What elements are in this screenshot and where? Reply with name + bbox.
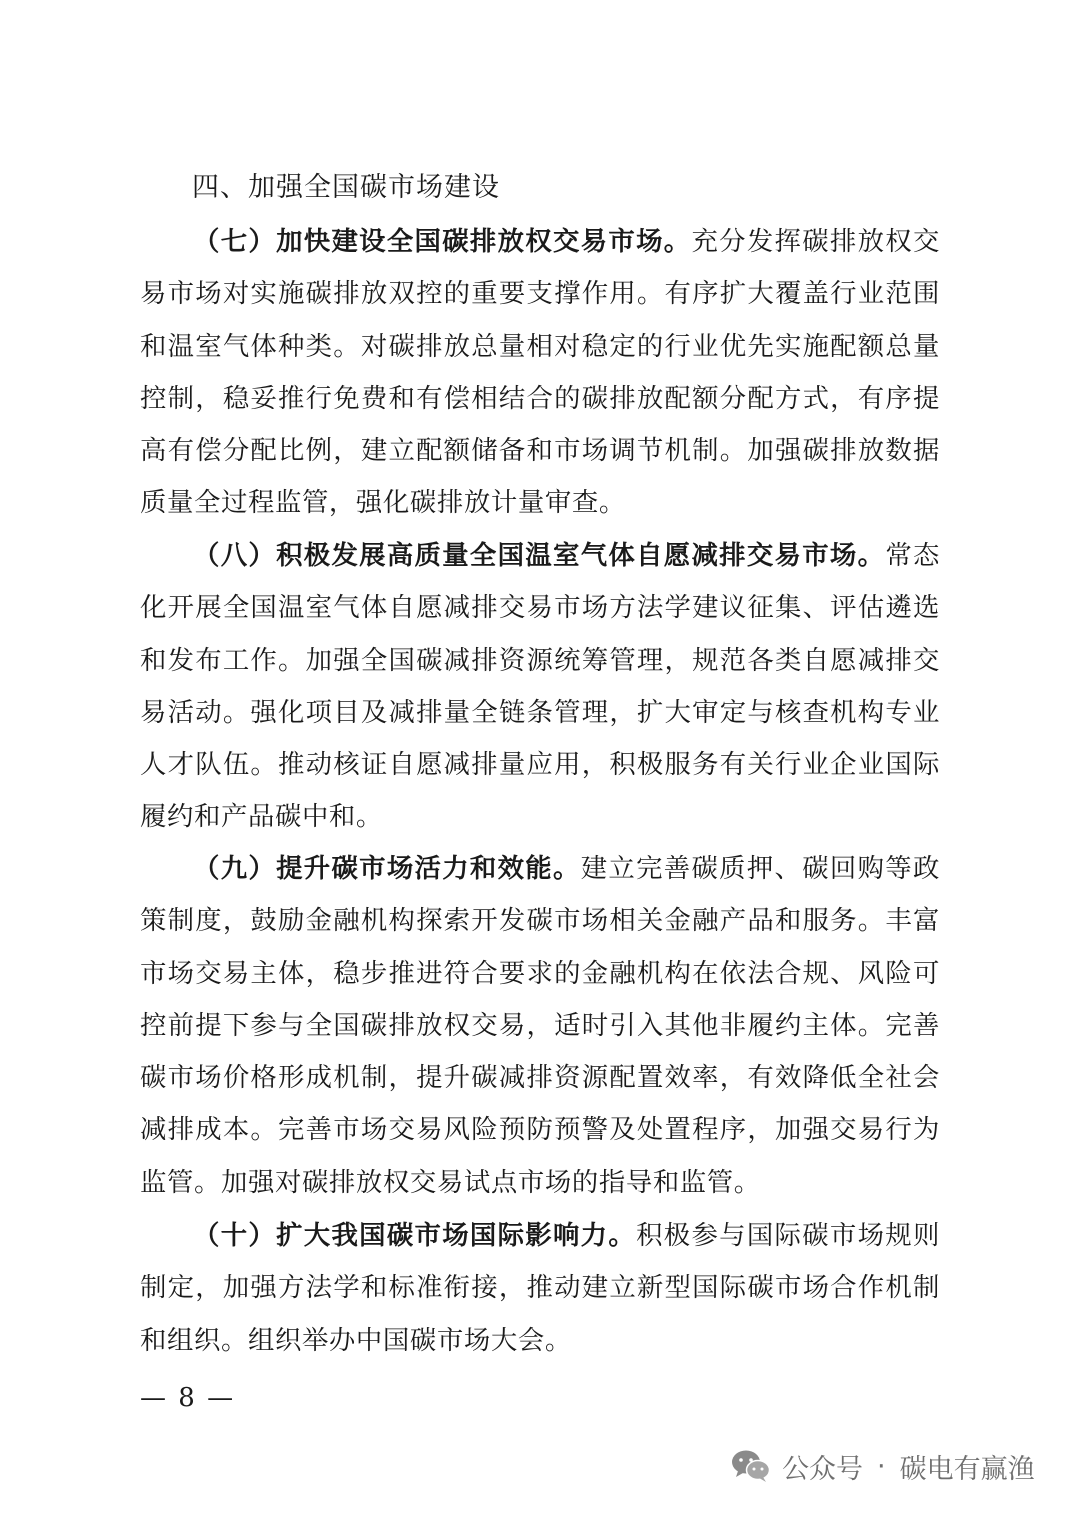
paragraph-10 (140, 1210, 940, 1367)
paragraph-body: 积极参与国际碳市场规则制定，加强方法学和标准衔接，推动建立新型国际碳市场合作机制和组织。组织举办中国碳市场大会。 (140, 1220, 940, 1356)
page-number: — 8 — (140, 1383, 236, 1413)
paragraph-heading: （九）提升碳市场活力和效能。 (193, 853, 581, 884)
paragraph-7 (140, 216, 940, 530)
paragraph-heading: （七）加快建设全国碳排放权交易市场。 (193, 226, 692, 257)
watermark-label: 公众号 (782, 1453, 863, 1485)
paragraph-heading: （十）扩大我国碳市场国际影响力。 (193, 1220, 637, 1251)
watermark-account: 碳电有赢渔 (899, 1453, 1035, 1485)
section-title: 四、加强全国碳市场建设 (192, 172, 500, 203)
wechat-watermark (730, 1438, 1035, 1494)
watermark-separator: · (877, 1450, 886, 1482)
paragraph-body: 充分发挥碳排放权交易市场对实施碳排放双控的重要支撑作用。有序扩大覆盖行业范围和温室气体种类。对碳排放总量相对稳定的行业优先实施配额总量控制，稳妥推行免费和有偿相结合的碳排放配额分配方式，有序提高有偿分配比例，建立配额储备和市场调节机制。加强碳排放数据质量全过程监管，强化碳排放计量审查。 (140, 226, 940, 519)
paragraph-9 (140, 843, 940, 1209)
paragraph-heading: （八）积极发展高质量全国温室气体自愿减排交易市场。 (193, 540, 886, 571)
paragraph-body: 建立完善碳质押、碳回购等政策制度，鼓励金融机构探索开发碳市场相关金融产品和服务。丰富市场交易主体，稳步推进符合要求的金融机构在依法合规、风险可控前提下参与全国碳排放权交易，适时引入其他非履约主体。完善碳市场价格形成机制，提升碳减排资源配置效率，有效降低全社会减排成本。完善市场交易风险预防预警及处置程序，加强交易行为监管。加强对碳排放权交易试点市场的指导和监管。 (140, 853, 940, 1198)
wechat-icon (730, 1448, 772, 1484)
paragraph-8 (140, 530, 940, 844)
paragraph-body: 常态化开展全国温室气体自愿减排交易市场方法学建议征集、评估遴选和发布工作。加强全国碳减排资源统筹管理，规范各类自愿减排交易活动。强化项目及减排量全链条管理，扩大审定与核查机构专业人才队伍。推动核证自愿减排量应用，积极服务有关行业企业国际履约和产品碳中和。 (140, 540, 940, 833)
